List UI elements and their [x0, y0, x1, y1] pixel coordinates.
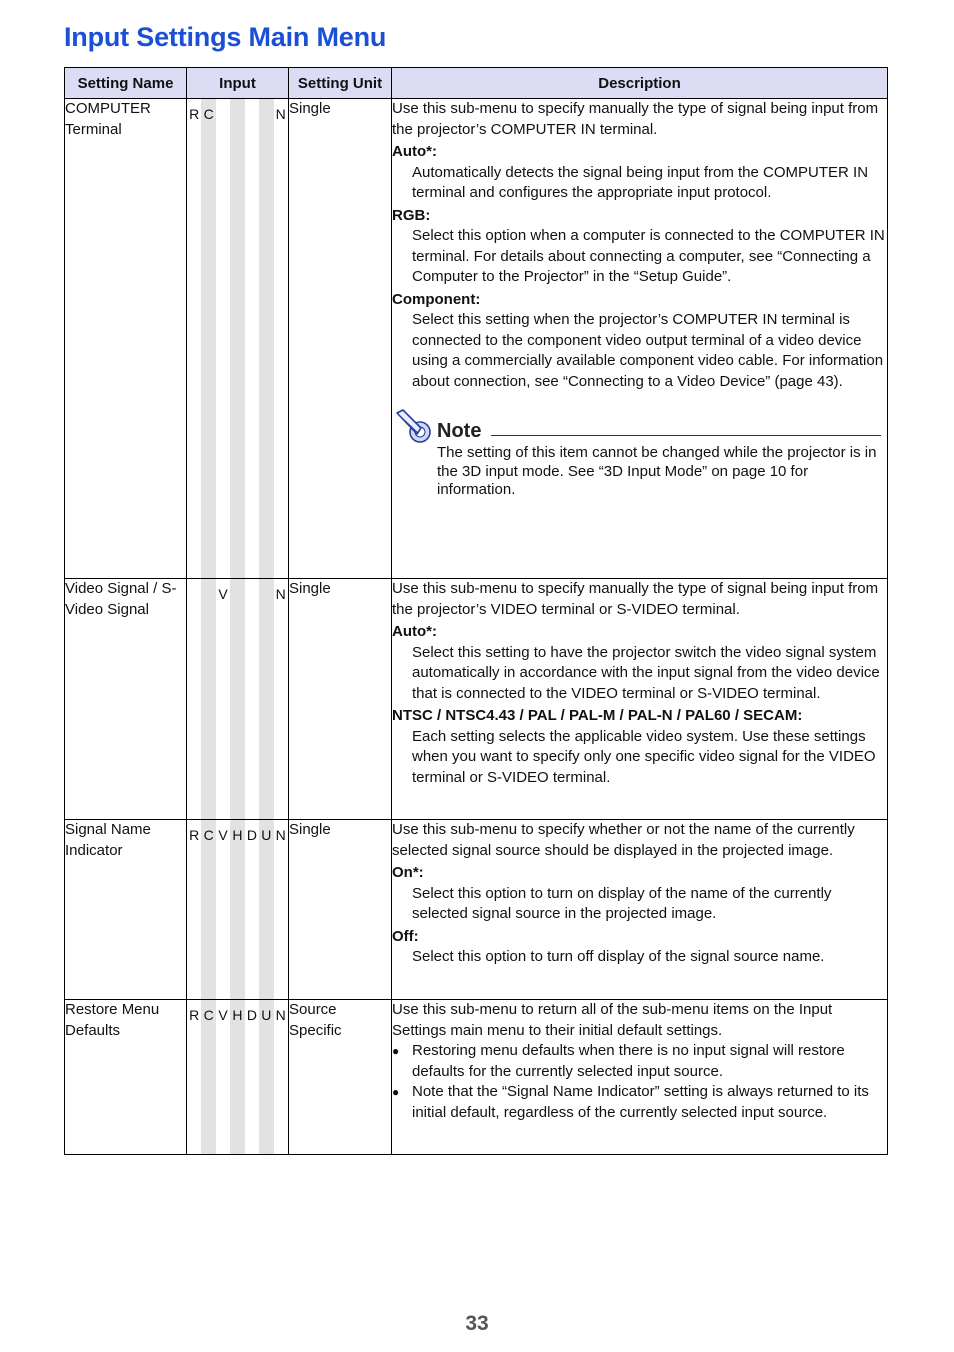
description-intro: Use this sub-menu to specify whether or not the name of the currently selected signal source should be displayed in the projected image.	[392, 821, 855, 859]
note-box	[392, 408, 887, 503]
page-title: Input Settings Main Menu	[64, 22, 387, 52]
table-row	[65, 1000, 888, 1155]
input-cell	[187, 820, 289, 1000]
table-row	[65, 820, 888, 1000]
input-letter: V	[218, 1007, 228, 1023]
setting-name-cell: COMPUTER Terminal	[65, 99, 187, 579]
input-letter	[259, 105, 273, 123]
description-cell	[392, 99, 888, 579]
input-letter: C	[203, 106, 214, 122]
input-letter	[216, 105, 230, 123]
input-letter	[245, 105, 259, 123]
input-letter: C	[203, 827, 214, 843]
option-label: On*:	[392, 864, 424, 881]
option-label: Auto*:	[392, 143, 437, 160]
setting-name-cell: Signal Name Indicator	[65, 820, 187, 1000]
description-cell	[392, 579, 888, 820]
description-intro: Use this sub-menu to specify manually the type of signal being input from the projector’s VIDEO terminal or S-VIDEO terminal.	[392, 580, 879, 618]
description-cell	[392, 820, 888, 1000]
input-letter: U	[261, 827, 272, 843]
bullet-dot-icon: ●	[392, 1085, 400, 1099]
input-letter: R	[189, 106, 200, 122]
table-row	[65, 99, 888, 579]
input-letter	[230, 585, 244, 603]
input-letter	[230, 105, 244, 123]
bullet-dot-icon: ●	[392, 1044, 400, 1058]
bullet-item	[392, 1082, 887, 1123]
input-letter: D	[246, 827, 257, 843]
input-letter: R	[189, 1007, 200, 1023]
setting-name-cell: Restore Menu Defaults	[65, 1000, 187, 1155]
input-letter: N	[275, 106, 286, 122]
input-stripes	[187, 99, 288, 578]
setting-name-cell: Video Signal / S-Video Signal	[65, 579, 187, 820]
input-letter	[245, 585, 259, 603]
input-cell	[187, 579, 289, 820]
note-pencil-icon	[394, 408, 432, 444]
input-letter: U	[261, 1007, 272, 1023]
setting-unit-cell: Source Specific	[289, 1000, 392, 1155]
bullet-text: Restoring menu defaults when there is no input signal will restore defaults for the currently selected input source.	[412, 1042, 845, 1080]
description-intro: Use this sub-menu to specify manually the type of signal being input from the projector’s COMPUTER IN terminal.	[392, 100, 879, 138]
note-text: The setting of this item cannot be changed while the projector is in the 3D input mode. See “3D Input Mode” on page 10 for information.	[437, 444, 877, 498]
option-text: Select this option to turn off display of the signal source name.	[412, 948, 825, 965]
bullet-item	[392, 1041, 887, 1082]
input-letter: V	[218, 827, 228, 843]
note-label: Note	[437, 420, 482, 442]
option-label: Auto*:	[392, 623, 437, 640]
option-text: Automatically detects the signal being input from the COMPUTER IN terminal and configures the appropriate input protocol.	[412, 163, 869, 201]
input-letters	[187, 826, 288, 844]
input-letter	[259, 585, 273, 603]
input-letter: H	[232, 1007, 243, 1023]
description-intro: Use this sub-menu to return all of the sub-menu items on the Input Settings main menu to their initial default settings.	[392, 1001, 833, 1039]
option-text: Select this setting to have the projector switch the video signal system automatically in accordance with the input signal from the video device that is connected to the VIDEO terminal or S-VIDEO terminal.	[412, 643, 880, 702]
input-cell	[187, 1000, 289, 1155]
input-letter: V	[218, 586, 228, 602]
input-letter	[187, 585, 201, 603]
header-description: Description	[392, 68, 888, 99]
option-label: Off:	[392, 927, 419, 945]
setting-unit-cell: Single	[289, 820, 392, 1000]
table-row	[65, 579, 888, 820]
input-stripes	[187, 820, 288, 999]
input-letter: N	[275, 1007, 286, 1023]
option-label: Component:	[392, 290, 481, 308]
input-letter	[201, 585, 215, 603]
option-text: Each setting selects the applicable video system. Use these settings when you want to specify only one specific video signal for the VIDEO terminal or S-VIDEO terminal.	[412, 727, 876, 786]
setting-unit-cell: Single	[289, 99, 392, 579]
input-letters	[187, 1006, 288, 1024]
input-cell	[187, 99, 289, 579]
input-letters	[187, 105, 288, 123]
option-text: Select this option to turn on display of the name of the currently selected signal source in the projected image.	[412, 884, 832, 922]
input-letter: D	[246, 1007, 257, 1023]
option-label: NTSC / NTSC4.43 / PAL / PAL-M / PAL-N / PAL60 / SECAM:	[392, 707, 803, 724]
input-letter: N	[275, 586, 286, 602]
header-setting-unit: Setting Unit	[289, 68, 392, 99]
header-input: Input	[187, 68, 289, 99]
input-letter: N	[275, 827, 286, 843]
note-divider	[491, 435, 881, 436]
header-setting-name: Setting Name	[65, 68, 187, 99]
input-letter: R	[189, 827, 200, 843]
description-cell	[392, 1000, 888, 1155]
input-letter: C	[203, 1007, 214, 1023]
setting-unit-cell: Single	[289, 579, 392, 820]
option-text: Select this option when a computer is connected to the COMPUTER IN terminal. For details about connecting a computer, see “Connecting a Computer to the Projector” in the “Setup Guide”.	[412, 227, 885, 285]
input-letter: H	[232, 827, 243, 843]
page-number: 33	[465, 1312, 489, 1335]
input-stripes	[187, 579, 288, 819]
input-letters	[187, 585, 288, 603]
input-settings-table	[64, 67, 888, 1155]
table-header-row	[65, 68, 888, 99]
option-label: RGB:	[392, 206, 431, 224]
option-text: Select this setting when the projector’s COMPUTER IN terminal is connected to the component video output terminal of a video device using a commercially available component video cable. For information about connection, see “Connecting to a Video Device” (page 43).	[412, 311, 884, 390]
bullet-text: Note that the “Signal Name Indicator” setting is always returned to its initial default, regardless of the currently selected input source.	[412, 1083, 869, 1121]
